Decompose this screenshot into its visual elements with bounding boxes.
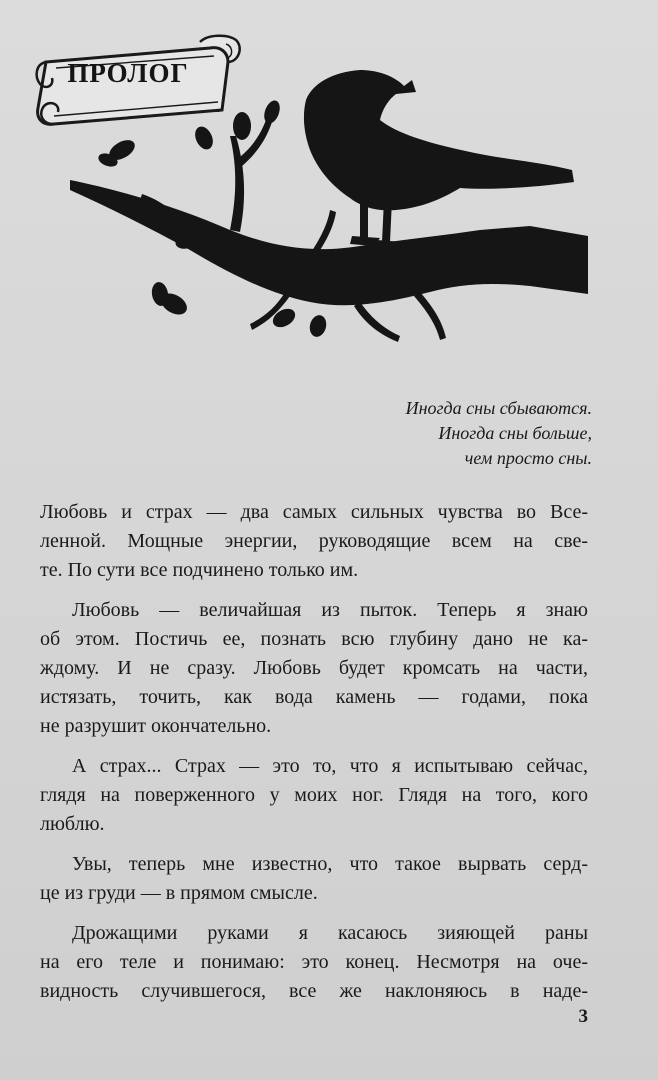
paragraph (40, 498, 588, 585)
paragraph (40, 919, 588, 1006)
text-line: глядя на поверженного у моих ног. Глядя на того, кого (40, 784, 588, 806)
raven-on-branch-icon (60, 40, 600, 350)
epigraph-line: Иногда сны больше, (438, 423, 592, 443)
epigraph-line: чем просто сны. (464, 448, 592, 468)
body-text (40, 498, 588, 1006)
text-line: А страх... Страх — это то, что я испытываю сейчас, (72, 755, 588, 777)
text-line: об этом. Постичь ее, познать всю глубину дано не ка- (40, 628, 588, 650)
text-line: на его теле и понимаю: это конец. Несмотря на оче- (40, 951, 588, 973)
text-line: це из груди — в прямом смысле. (40, 882, 318, 904)
text-line: видность случившегося, все же наклоняюсь в наде- (40, 980, 588, 1002)
text-line: истязать, точить, как вода камень — годами, пока (40, 686, 588, 708)
page-number: 3 (578, 1006, 588, 1027)
text-line: ждому. И не сразу. Любовь будет кромсать на части, (40, 657, 588, 679)
text-line: Любовь — величайшая из пыток. Теперь я знаю (72, 599, 588, 621)
epigraph (232, 396, 592, 471)
text-line: ленной. Мощные энергии, руководящие всем на све- (40, 530, 588, 552)
chapter-title: ПРОЛОГ (67, 58, 189, 88)
text-line: люблю. (40, 813, 105, 835)
paragraph (40, 596, 588, 741)
paragraph (40, 752, 588, 839)
text-line: те. По сути все подчинено только им. (40, 559, 359, 581)
text-line: Любовь и страх — два самых сильных чувства во Все- (40, 501, 588, 523)
paragraph (40, 850, 588, 908)
text-line: Дрожащими руками я касаюсь зияющей раны (72, 922, 588, 944)
epigraph-line: Иногда сны сбываются. (405, 398, 592, 418)
text-line: Увы, теперь мне известно, что такое вырвать серд- (72, 853, 588, 875)
text-line: не разрушит окончательно. (40, 715, 272, 737)
